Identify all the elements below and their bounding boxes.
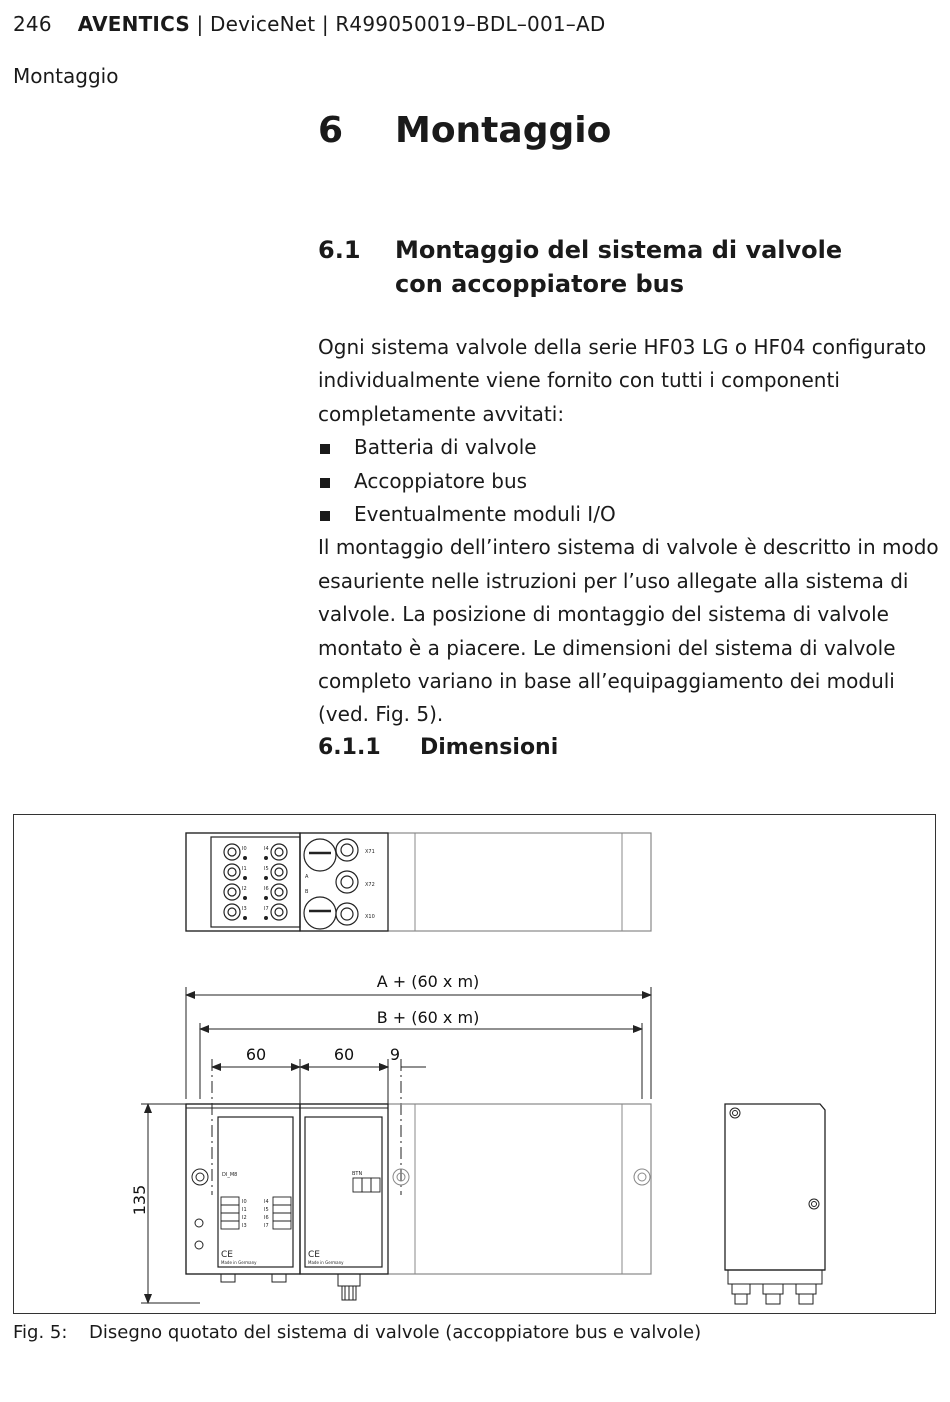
- figure-label: Fig. 5:: [13, 1322, 68, 1343]
- bullet-square-icon: [320, 444, 330, 454]
- figure-caption-text: Disegno quotato del sistema di valvole (accoppiatore bus e valvole): [89, 1322, 702, 1343]
- rotary-switch-icon: [304, 839, 336, 929]
- top-view: [186, 833, 651, 931]
- svg-text:I1: I1: [242, 866, 247, 872]
- chapter-number: 6: [318, 110, 344, 151]
- m8-connector-icon: [224, 844, 287, 920]
- subsection-title: Dimensioni: [420, 735, 559, 760]
- dimension-drawing-figure: [13, 814, 936, 1314]
- running-header: [13, 12, 605, 36]
- m12-connector-icon: [336, 839, 358, 925]
- svg-text:X10: X10: [365, 914, 375, 920]
- list-item: Eventualmente moduli I/O: [318, 498, 940, 531]
- bullet-square-icon: [320, 511, 330, 521]
- component-list: [318, 431, 940, 531]
- svg-text:I6: I6: [264, 886, 269, 892]
- svg-text:I5: I5: [264, 866, 269, 872]
- subsection-heading: [318, 735, 558, 760]
- dimension-a-label: A + (60 x m): [376, 972, 480, 991]
- svg-text:I6: I6: [264, 1215, 269, 1221]
- ce-mark-icon: CE: [221, 1250, 233, 1260]
- side-view: [725, 1104, 825, 1304]
- mounting-hole-icon: [192, 1169, 650, 1185]
- detail-paragraph: Il montaggio dell’intero sistema di valvole è descritto in modo esauriente nelle istruzioni per l’uso allegate alla sistema di valvole. La posizione di montaggio del sistema di valvole montato è a piacere. Le dimensioni del sistema di valvole completo variano in base all’equipaggiamento dei moduli (ved. Fig. 5).: [318, 535, 939, 727]
- chapter-heading: [318, 110, 611, 151]
- svg-text:I5: I5: [264, 1207, 269, 1213]
- ce-mark-icon: CE: [308, 1250, 320, 1260]
- svg-text:I2: I2: [242, 886, 247, 892]
- svg-text:I3: I3: [242, 1223, 247, 1229]
- brand-name: AVENTICS: [77, 12, 190, 36]
- dimension-module2-label: 60: [333, 1045, 355, 1064]
- chapter-title: Montaggio: [395, 110, 612, 151]
- dimension-module1-label: 60: [245, 1045, 267, 1064]
- dimension-height-label: 135: [130, 1184, 149, 1216]
- svg-text:I7: I7: [264, 906, 269, 912]
- subsection-number: 6.1.1: [318, 735, 381, 760]
- svg-text:I4: I4: [264, 846, 269, 852]
- svg-text:X72: X72: [365, 882, 375, 888]
- page-number: 246: [13, 12, 52, 36]
- ground-symbol-icon: [195, 1219, 203, 1249]
- svg-text:I4: I4: [264, 1199, 269, 1205]
- list-item: Batteria di valvole: [318, 431, 940, 464]
- front-view: [186, 1104, 651, 1300]
- svg-text:X71: X71: [365, 849, 375, 855]
- doc-info: | DeviceNet | R499050019–BDL–001–AD: [189, 12, 606, 36]
- svg-text:I0: I0: [242, 846, 247, 852]
- figure-caption: [13, 1322, 701, 1343]
- svg-text:A: A: [305, 874, 309, 880]
- plug-connector-icon: [732, 1284, 816, 1304]
- svg-text:Made in Germany: Made in Germany: [308, 1260, 344, 1265]
- dimension-b-label: B + (60 x m): [376, 1008, 480, 1027]
- dimension-gap-label: 9: [389, 1045, 401, 1064]
- svg-text:I0: I0: [242, 1199, 247, 1205]
- body-text: [318, 331, 940, 732]
- svg-text:Made in Germany: Made in Germany: [221, 1260, 257, 1265]
- svg-text:I3: I3: [242, 906, 247, 912]
- plug-connector-icon: [221, 1274, 360, 1300]
- bullet-square-icon: [320, 478, 330, 488]
- dimension-drawing: [14, 815, 937, 1315]
- section-title: Montaggio del sistema di valvole con accoppiatore bus: [395, 236, 843, 298]
- svg-text:DI_M8: DI_M8: [222, 1172, 238, 1178]
- svg-text:B: B: [305, 889, 309, 895]
- svg-text:BTN: BTN: [352, 1171, 363, 1177]
- svg-text:I1: I1: [242, 1207, 247, 1213]
- svg-text:I2: I2: [242, 1215, 247, 1221]
- svg-text:I7: I7: [264, 1223, 269, 1229]
- running-section: Montaggio: [13, 64, 119, 88]
- section-number: 6.1: [318, 236, 361, 264]
- mounting-hole-icon: [730, 1108, 819, 1209]
- intro-paragraph: Ogni sistema valvole della serie HF03 LG o HF04 configurato individualmente viene fornito con tutti i componenti completamente avvitati:: [318, 335, 927, 426]
- list-item: Accoppiatore bus: [318, 465, 940, 498]
